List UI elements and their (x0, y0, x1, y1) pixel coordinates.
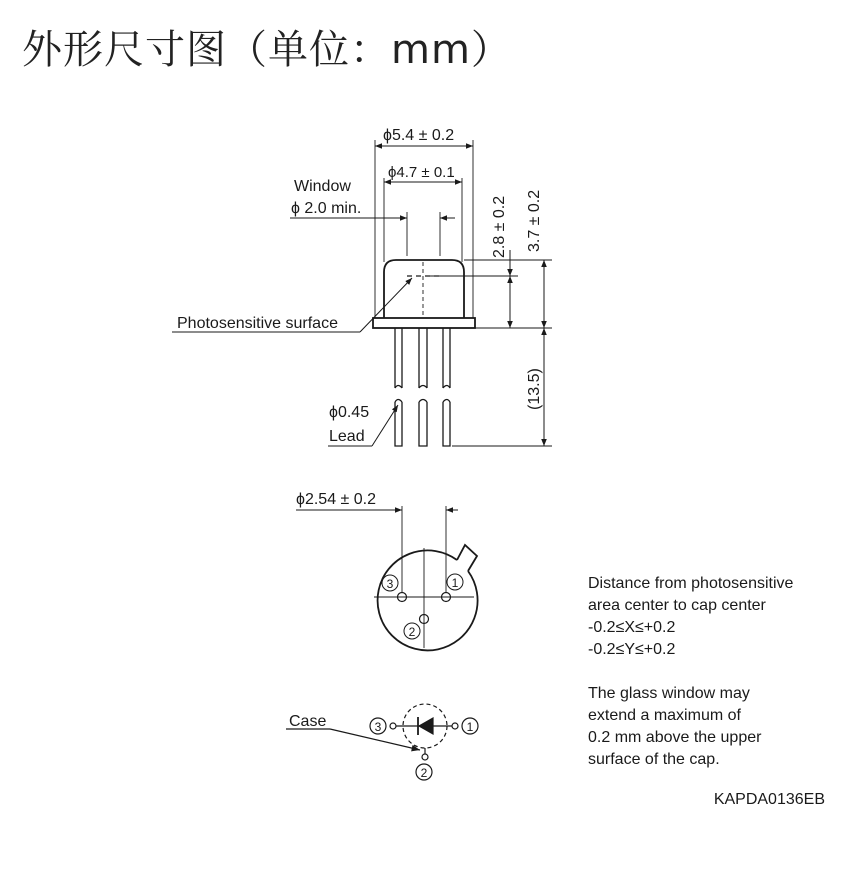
window-size-label: ϕ 2.0 min. (291, 200, 362, 217)
cap-diameter-label: ϕ5.4 ± 0.2 (383, 127, 455, 144)
height-cap-label: 3.7 ± 0.2 (526, 189, 543, 252)
lead-label: Lead (329, 428, 365, 445)
schematic-pin-1-number: 1 (466, 720, 474, 734)
pin-pitch-label: ϕ2.54 ± 0.2 (296, 491, 377, 508)
diode-symbol (419, 718, 433, 734)
package-outline (378, 550, 478, 650)
flange (373, 318, 475, 328)
cap-body (384, 260, 464, 318)
photosensitive-label: Photosensitive surface (177, 315, 338, 332)
bottom-pin-3-number: 3 (386, 577, 394, 591)
note-line: surface of the cap. (588, 751, 720, 768)
note-line: -0.2≤Y≤+0.2 (588, 641, 676, 658)
window-label: Window (294, 178, 351, 195)
leads-lower (395, 400, 450, 447)
page-title: 外形尺寸图（单位：mm） (22, 27, 512, 73)
lead-length-label: (13.5) (526, 368, 543, 410)
bottom-pin-1-number: 1 (451, 576, 459, 590)
distance-note (588, 573, 793, 661)
glass-note (588, 683, 761, 771)
note-line: -0.2≤X≤+0.2 (588, 619, 676, 636)
leads-upper (395, 328, 450, 388)
note-line: 0.2 mm above the upper (588, 729, 762, 746)
case-label: Case (289, 713, 327, 730)
note-line: The glass window may (588, 685, 750, 702)
height-surface-label: 2.8 ± 0.2 (491, 195, 508, 258)
note-line: area center to cap center (588, 597, 766, 614)
schematic-pin-2-number: 2 (420, 766, 428, 780)
note-line: extend a maximum of (588, 707, 741, 724)
lens-diameter-label: ϕ4.7 ± 0.1 (388, 164, 455, 181)
schematic-pin-3-number: 3 (374, 720, 382, 734)
drawing-code: KAPDA0136EB (713, 791, 825, 808)
side-view (172, 140, 552, 446)
note-line: Distance from photosensitive (588, 575, 794, 592)
bottom-pin-2-number: 2 (408, 625, 416, 639)
lead-diameter-label: ϕ0.45 (329, 404, 370, 421)
